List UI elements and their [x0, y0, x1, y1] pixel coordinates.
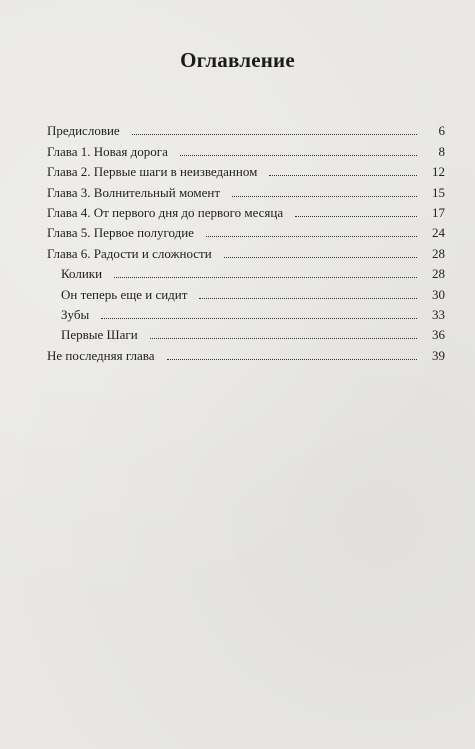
dot-leader	[150, 338, 417, 339]
toc-entry-label: Предисловие	[47, 123, 120, 139]
dot-leader	[199, 298, 417, 299]
dot-leader	[180, 155, 417, 156]
toc-entry-label: Глава 2. Первые шаги в неизведанном	[47, 164, 258, 180]
toc-page-number: 28	[432, 245, 445, 261]
toc-subentry	[47, 323, 445, 343]
toc-entry	[47, 343, 445, 363]
toc-entry-label: Глава 4. От первого дня до первого месяца	[47, 204, 284, 220]
toc-entry	[47, 139, 445, 159]
toc-page-number: 30	[432, 286, 445, 302]
toc-page-number: 39	[432, 347, 445, 363]
toc-page-number: 15	[432, 184, 445, 200]
toc-page-number: 28	[432, 266, 445, 282]
toc-entry-label: Зубы	[61, 306, 90, 322]
toc-entry-label: Не последняя глава	[47, 347, 155, 363]
toc-entry	[47, 160, 445, 180]
toc-subentry	[47, 303, 445, 323]
dot-leader	[232, 196, 417, 197]
toc-page-number: 6	[438, 123, 445, 139]
toc-entry-label: Глава 1. Новая дорога	[47, 143, 168, 159]
toc-page-number: 36	[432, 327, 445, 343]
toc-entry	[47, 119, 445, 139]
table-of-contents	[47, 119, 445, 364]
page-title: Оглавление	[180, 48, 295, 72]
toc-page-number: 17	[432, 204, 445, 220]
toc-page-number: 33	[432, 306, 445, 322]
toc-entry-label: Первые Шаги	[61, 327, 138, 343]
dot-leader	[295, 216, 417, 217]
toc-entry-label: Глава 6. Радости и сложности	[47, 245, 212, 261]
toc-entry	[47, 201, 445, 221]
dot-leader	[167, 359, 418, 360]
toc-page-number: 12	[432, 164, 445, 180]
toc-entry	[47, 180, 445, 200]
toc-entry-label: Колики	[61, 266, 103, 282]
dot-leader	[114, 277, 417, 278]
dot-leader	[269, 175, 417, 176]
dot-leader	[224, 257, 417, 258]
toc-subentry	[47, 262, 445, 282]
toc-entry-label: Он теперь еще и сидит	[61, 286, 188, 302]
toc-entry-label: Глава 3. Волнительный момент	[47, 184, 221, 200]
toc-entry	[47, 221, 445, 241]
toc-page-number: 24	[432, 225, 445, 241]
dot-leader	[206, 236, 417, 237]
toc-page-number: 8	[438, 143, 445, 159]
dot-leader	[132, 134, 417, 135]
dot-leader	[101, 318, 417, 319]
toc-entry	[47, 241, 445, 261]
toc-subentry	[47, 282, 445, 302]
toc-entry-label: Глава 5. Первое полугодие	[47, 225, 194, 241]
